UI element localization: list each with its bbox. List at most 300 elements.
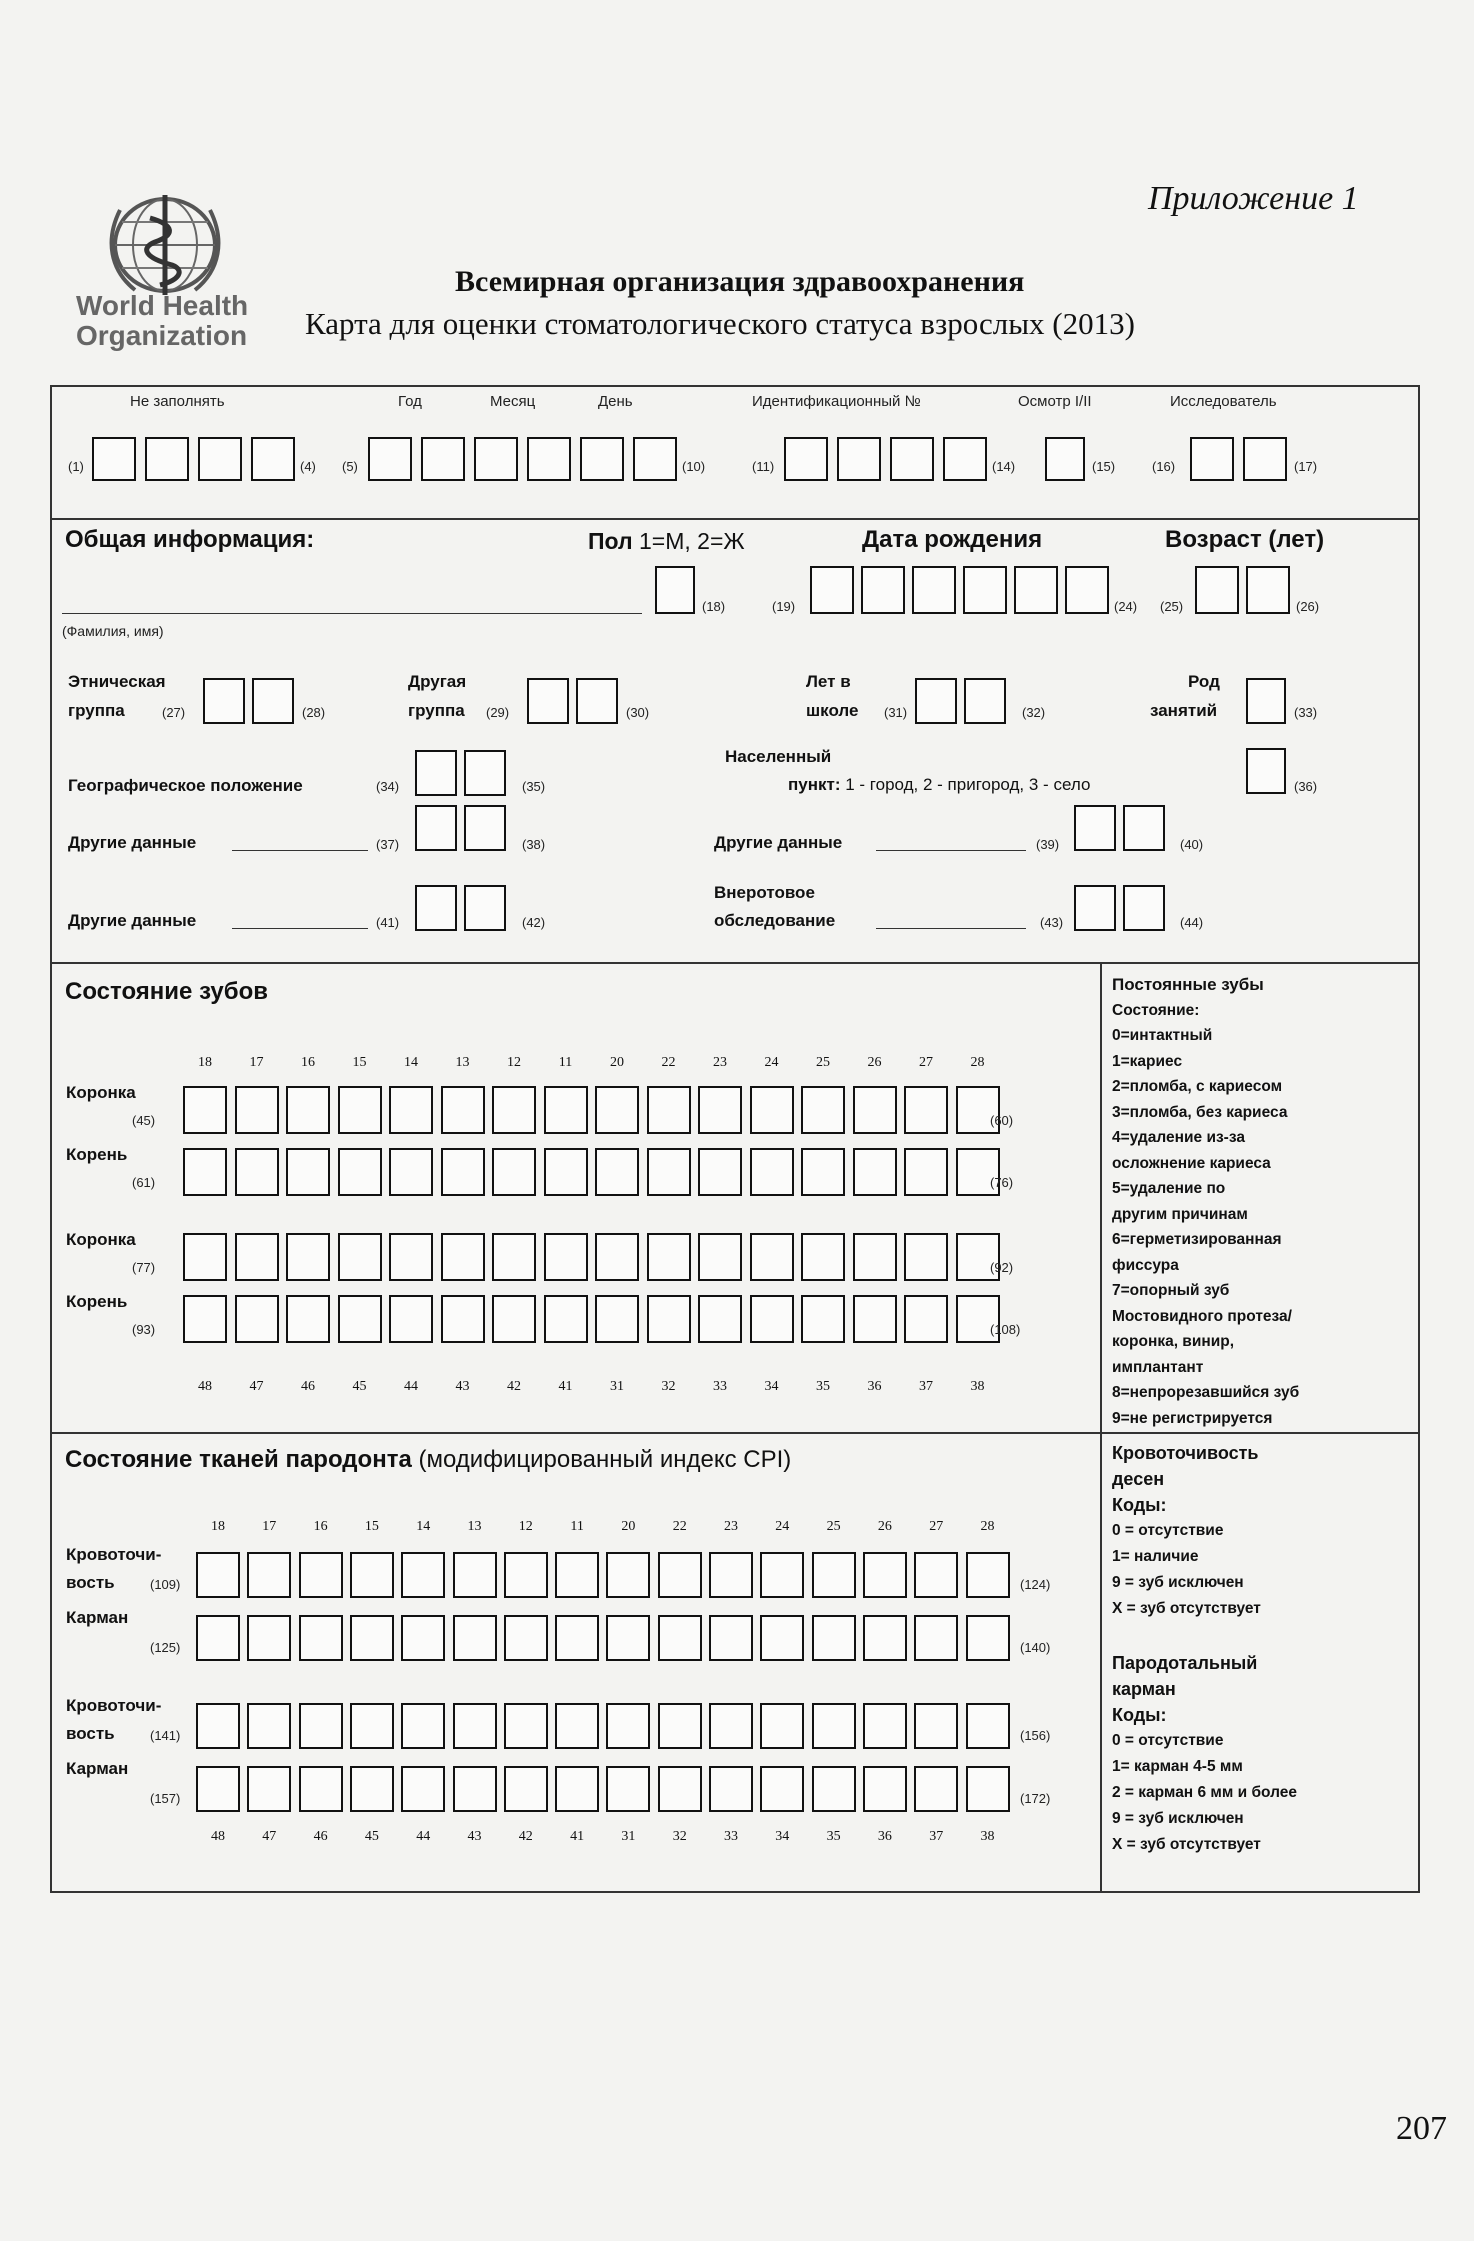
other-data-line-3 — [232, 928, 368, 929]
perio-status-box[interactable] — [606, 1703, 650, 1749]
tooth-status-box[interactable] — [801, 1148, 845, 1196]
tooth-status-box[interactable] — [492, 1295, 536, 1343]
perio-status-box[interactable] — [247, 1703, 291, 1749]
id-number-box[interactable] — [890, 437, 934, 481]
form-title: Всемирная организация здравоохранения — [455, 265, 1025, 298]
perio-row-code-right: (172) — [1020, 1791, 1051, 1806]
perio-tooth-number-upper: 11 — [570, 1519, 584, 1534]
perio-status-box[interactable] — [504, 1615, 548, 1661]
dob-box[interactable] — [810, 566, 854, 614]
tooth-number-lower: 45 — [352, 1379, 367, 1394]
tooth-status-box[interactable] — [286, 1086, 330, 1134]
examiner-box[interactable] — [1190, 437, 1234, 481]
perio-status-box[interactable] — [350, 1766, 394, 1812]
perio-status-box[interactable] — [555, 1703, 599, 1749]
perio-tooth-number-lower: 43 — [467, 1829, 482, 1844]
tooth-status-box[interactable] — [389, 1148, 433, 1196]
perio-tooth-number-lower: 34 — [775, 1829, 790, 1844]
tooth-status-box[interactable] — [801, 1233, 845, 1281]
perio-status-box[interactable] — [760, 1552, 804, 1598]
extra-exam-label-2: обследование — [714, 911, 836, 930]
perio-tooth-number-lower: 44 — [416, 1829, 431, 1844]
teeth-legend-line: другим причинам — [1112, 1205, 1248, 1223]
other-group-box[interactable] — [576, 678, 618, 724]
extra-exam-box[interactable] — [1123, 885, 1165, 931]
general-info-header: Общая информация: — [65, 526, 315, 553]
perio-row-code-right: (156) — [1020, 1728, 1051, 1743]
other-data-box[interactable] — [464, 805, 506, 851]
divider-teeth — [50, 1432, 1420, 1434]
sex-box[interactable] — [655, 566, 695, 614]
perio-tooth-number-upper: 17 — [262, 1519, 277, 1534]
who-emblem-icon — [100, 190, 230, 300]
tooth-status-box[interactable] — [235, 1148, 279, 1196]
perio-status-box[interactable] — [350, 1552, 394, 1598]
divider-top — [50, 518, 1420, 520]
appendix-title: Приложение 1 — [1148, 180, 1359, 217]
other-data-box[interactable] — [1123, 805, 1165, 851]
tooth-status-box[interactable] — [338, 1086, 382, 1134]
tooth-status-box[interactable] — [698, 1148, 742, 1196]
tooth-status-box[interactable] — [441, 1295, 485, 1343]
code-1: (1) — [68, 459, 84, 474]
tooth-number-upper: 23 — [713, 1055, 727, 1070]
perio-tooth-number-upper: 12 — [518, 1519, 533, 1534]
age-box[interactable] — [1246, 566, 1290, 614]
perio-status-box[interactable] — [606, 1615, 650, 1661]
tooth-status-box[interactable] — [595, 1295, 639, 1343]
teeth-legend-line: 4=удаление из-за — [1112, 1129, 1245, 1146]
tooth-status-box[interactable] — [338, 1148, 382, 1196]
perio-status-box[interactable] — [299, 1703, 343, 1749]
tooth-number-lower: 41 — [558, 1379, 573, 1394]
perio-tooth-number-upper: 22 — [672, 1519, 687, 1534]
tooth-status-box[interactable] — [441, 1086, 485, 1134]
tooth-status-box[interactable] — [235, 1295, 279, 1343]
other-data-line-2 — [876, 850, 1026, 851]
perio-status-box[interactable] — [812, 1766, 856, 1812]
tooth-number-lower: 32 — [661, 1379, 676, 1394]
tooth-number-lower: 43 — [455, 1379, 470, 1394]
tooth-status-box[interactable] — [544, 1233, 588, 1281]
tooth-number-upper: 12 — [507, 1055, 521, 1070]
perio-status-box[interactable] — [966, 1766, 1010, 1812]
tooth-number-lower: 42 — [507, 1379, 521, 1394]
tooth-status-box[interactable] — [904, 1295, 948, 1343]
teeth-row-code-left: (77) — [132, 1260, 156, 1275]
label-exam: Осмотр I/II — [1018, 393, 1092, 410]
perio-status-box[interactable] — [760, 1766, 804, 1812]
bleeding-legend-line: X = зуб отсутствует — [1112, 1600, 1261, 1617]
perio-status-box[interactable] — [350, 1703, 394, 1749]
perio-status-box[interactable] — [196, 1766, 240, 1812]
tooth-status-box[interactable] — [904, 1086, 948, 1134]
perio-status-box[interactable] — [709, 1703, 753, 1749]
year-box[interactable] — [368, 437, 412, 481]
perio-status-box[interactable] — [760, 1615, 804, 1661]
other-group-box[interactable] — [527, 678, 569, 724]
name-line — [62, 613, 642, 614]
tooth-number-lower: 47 — [249, 1379, 264, 1394]
perio-status-box[interactable] — [812, 1552, 856, 1598]
tooth-status-box[interactable] — [544, 1295, 588, 1343]
logo-text-line1: World Health — [76, 290, 249, 321]
perio-tooth-number-upper: 15 — [364, 1519, 379, 1534]
perio-status-box[interactable] — [453, 1615, 497, 1661]
perio-status-box[interactable] — [401, 1766, 445, 1812]
teeth-row-code-left: (93) — [132, 1322, 156, 1337]
tooth-status-box[interactable] — [338, 1295, 382, 1343]
geo-box[interactable] — [464, 750, 506, 796]
tooth-status-box[interactable] — [286, 1148, 330, 1196]
perio-status-box[interactable] — [658, 1766, 702, 1812]
tooth-status-box[interactable] — [853, 1148, 897, 1196]
code-30: (30) — [626, 705, 650, 720]
perio-status-box[interactable] — [453, 1766, 497, 1812]
perio-status-box[interactable] — [299, 1552, 343, 1598]
perio-row-code-left: (141) — [150, 1728, 181, 1743]
do-not-fill-box[interactable] — [92, 437, 136, 481]
perio-status-box[interactable] — [555, 1766, 599, 1812]
tooth-status-box[interactable] — [441, 1148, 485, 1196]
tooth-number-upper: 25 — [816, 1055, 830, 1070]
tooth-status-box[interactable] — [750, 1148, 794, 1196]
tooth-status-box[interactable] — [853, 1233, 897, 1281]
code-44: (44) — [1180, 915, 1204, 930]
perio-tooth-number-upper: 13 — [467, 1519, 482, 1534]
ethnic-box[interactable] — [203, 678, 245, 724]
form-subtitle: Карта для оценки стоматологического статуса взрослых (2013) — [305, 306, 1135, 341]
other-data-label-3: Другие данные — [68, 911, 197, 930]
bleeding-legend-line: Кровоточивость — [1112, 1443, 1259, 1463]
tooth-status-box[interactable] — [595, 1233, 639, 1281]
pocket-legend-line: 1= карман 4-5 мм — [1112, 1758, 1243, 1775]
tooth-status-box[interactable] — [750, 1086, 794, 1134]
perio-status-box[interactable] — [914, 1766, 958, 1812]
tooth-status-box[interactable] — [904, 1148, 948, 1196]
geo-label: Географическое положение — [68, 776, 303, 795]
perio-status-box[interactable] — [709, 1552, 753, 1598]
teeth-legend-line: имплантант — [1112, 1358, 1204, 1376]
perio-status-box[interactable] — [247, 1766, 291, 1812]
perio-status-box[interactable] — [401, 1552, 445, 1598]
label-day: День — [598, 393, 633, 410]
teeth-legend-line: 0=интактный — [1112, 1027, 1213, 1044]
tooth-status-box[interactable] — [801, 1295, 845, 1343]
tooth-status-box[interactable] — [750, 1233, 794, 1281]
code-33: (33) — [1294, 705, 1318, 720]
perio-status-box[interactable] — [453, 1703, 497, 1749]
perio-status-box[interactable] — [914, 1552, 958, 1598]
bleeding-legend-line: 1= наличие — [1112, 1548, 1199, 1565]
tooth-number-lower: 46 — [301, 1379, 315, 1394]
perio-status-box[interactable] — [812, 1615, 856, 1661]
perio-status-box[interactable] — [863, 1615, 907, 1661]
tooth-status-box[interactable] — [698, 1233, 742, 1281]
tooth-status-box[interactable] — [492, 1148, 536, 1196]
pocket-legend — [1112, 1650, 1297, 1858]
occupation-box[interactable] — [1246, 678, 1286, 724]
perio-status-box[interactable] — [401, 1703, 445, 1749]
tooth-status-box[interactable] — [286, 1233, 330, 1281]
pocket-legend-line: Пародотальный — [1112, 1653, 1258, 1673]
settlement-box[interactable] — [1246, 748, 1286, 794]
school-box[interactable] — [964, 678, 1006, 724]
tooth-status-box[interactable] — [235, 1233, 279, 1281]
tooth-status-box[interactable] — [441, 1233, 485, 1281]
perio-status-box[interactable] — [350, 1615, 394, 1661]
teeth-legend-line: фиссура — [1112, 1256, 1179, 1274]
perio-tooth-number-upper: 28 — [980, 1519, 995, 1534]
pocket-legend-line: 9 = зуб исключен — [1112, 1810, 1244, 1827]
code-31: (31) — [884, 705, 908, 720]
id-number-box[interactable] — [943, 437, 987, 481]
perio-status-box[interactable] — [196, 1615, 240, 1661]
perio-row-code-left: (157) — [150, 1791, 181, 1806]
teeth-row-label: Корень — [66, 1292, 128, 1311]
tooth-status-box[interactable] — [647, 1295, 691, 1343]
year-box[interactable] — [421, 437, 465, 481]
perio-status-box[interactable] — [247, 1615, 291, 1661]
perio-tooth-number-lower: 36 — [877, 1829, 892, 1844]
tooth-status-box[interactable] — [183, 1086, 227, 1134]
perio-tooth-number-lower: 32 — [672, 1829, 687, 1844]
tooth-number-upper: 15 — [352, 1055, 367, 1070]
code-25: (25) — [1160, 599, 1184, 614]
tooth-status-box[interactable] — [492, 1233, 536, 1281]
perio-tooth-number-upper: 16 — [313, 1519, 328, 1534]
perio-row-code-right: (124) — [1020, 1577, 1051, 1592]
perio-status-box[interactable] — [504, 1766, 548, 1812]
extra-exam-box[interactable] — [1074, 885, 1116, 931]
geo-box[interactable] — [415, 750, 457, 796]
teeth-legend-line: Мостовидного протеза/ — [1112, 1307, 1292, 1325]
day-box[interactable] — [633, 437, 677, 481]
perio-status-box[interactable] — [658, 1552, 702, 1598]
tooth-status-box[interactable] — [389, 1233, 433, 1281]
perio-status-box[interactable] — [504, 1552, 548, 1598]
perio-status-box[interactable] — [555, 1615, 599, 1661]
perio-row-code-left: (109) — [150, 1577, 181, 1592]
perio-status-box[interactable] — [504, 1703, 548, 1749]
perio-status-box[interactable] — [966, 1703, 1010, 1749]
teeth-header: Состояние зубов — [65, 978, 268, 1005]
dob-box[interactable] — [1065, 566, 1109, 614]
other-data-label-1: Другие данные — [68, 833, 197, 852]
ethnic-label-2: группа — [68, 701, 125, 720]
perio-tooth-number-lower: 41 — [570, 1829, 585, 1844]
code-24: (24) — [1114, 599, 1138, 614]
tooth-status-box[interactable] — [595, 1086, 639, 1134]
other-data-box[interactable] — [415, 805, 457, 851]
id-number-box[interactable] — [784, 437, 828, 481]
perio-status-box[interactable] — [299, 1766, 343, 1812]
code-28: (28) — [302, 705, 326, 720]
perio-status-box[interactable] — [196, 1703, 240, 1749]
perio-status-box[interactable] — [401, 1615, 445, 1661]
code-5: (5) — [342, 459, 358, 474]
perio-status-box[interactable] — [555, 1552, 599, 1598]
code-38: (38) — [522, 837, 546, 852]
tooth-number-upper: 20 — [610, 1055, 624, 1070]
page-number: 207 — [1396, 2110, 1447, 2147]
perio-tooth-number-lower: 33 — [724, 1829, 738, 1844]
code-29: (29) — [486, 705, 510, 720]
code-39: (39) — [1036, 837, 1060, 852]
age-box[interactable] — [1195, 566, 1239, 614]
tooth-status-box[interactable] — [183, 1295, 227, 1343]
tooth-status-box[interactable] — [647, 1233, 691, 1281]
examiner-box[interactable] — [1243, 437, 1287, 481]
teeth-legend-line: Состояние: — [1112, 1001, 1200, 1019]
exam-box[interactable] — [1045, 437, 1085, 481]
id-number-box[interactable] — [837, 437, 881, 481]
tooth-number-upper: 26 — [867, 1055, 882, 1070]
dob-box[interactable] — [963, 566, 1007, 614]
tooth-status-box[interactable] — [595, 1148, 639, 1196]
tooth-status-box[interactable] — [853, 1295, 897, 1343]
month-box[interactable] — [527, 437, 571, 481]
perio-status-box[interactable] — [606, 1766, 650, 1812]
tooth-status-box[interactable] — [853, 1086, 897, 1134]
tooth-status-box[interactable] — [183, 1148, 227, 1196]
perio-row-code-left: (125) — [150, 1640, 181, 1655]
perio-status-box[interactable] — [966, 1615, 1010, 1661]
perio-status-box[interactable] — [658, 1615, 702, 1661]
teeth-legend-line: 3=пломба, без кариеса — [1112, 1103, 1288, 1121]
perio-status-box[interactable] — [914, 1615, 958, 1661]
tooth-status-box[interactable] — [389, 1086, 433, 1134]
code-43: (43) — [1040, 915, 1064, 930]
teeth-row-code-left: (61) — [132, 1175, 156, 1190]
other-data-box[interactable] — [1074, 805, 1116, 851]
perio-status-box[interactable] — [709, 1615, 753, 1661]
perio-tooth-number-upper: 26 — [877, 1519, 892, 1534]
teeth-legend-line: 9=не регистрируется — [1112, 1409, 1273, 1427]
tooth-status-box[interactable] — [544, 1148, 588, 1196]
tooth-status-box[interactable] — [235, 1086, 279, 1134]
teeth-row-code-right: (92) — [990, 1260, 1014, 1275]
perio-tooth-number-lower: 47 — [262, 1829, 277, 1844]
teeth-legend-line: осложнение кариеса — [1112, 1154, 1271, 1172]
pocket-legend-line: Коды: — [1112, 1705, 1167, 1725]
tooth-number-upper: 28 — [970, 1055, 985, 1070]
other-data-label-2: Другие данные — [714, 833, 843, 852]
dob-box[interactable] — [1014, 566, 1058, 614]
code-10: (10) — [682, 459, 706, 474]
perio-status-box[interactable] — [863, 1766, 907, 1812]
tooth-status-box[interactable] — [544, 1086, 588, 1134]
bleeding-row-label: вость — [66, 1573, 115, 1592]
perio-status-box[interactable] — [299, 1615, 343, 1661]
do-not-fill-box[interactable] — [145, 437, 189, 481]
perio-status-box[interactable] — [966, 1552, 1010, 1598]
teeth-legend-line: коронка, винир, — [1112, 1333, 1235, 1350]
code-34: (34) — [376, 779, 400, 794]
perio-tooth-number-upper: 25 — [826, 1519, 841, 1534]
perio-status-box[interactable] — [196, 1552, 240, 1598]
code-11: (11) — [752, 459, 775, 474]
teeth-legend-line: 8=непрорезавшийся зуб — [1112, 1384, 1300, 1401]
code-37: (37) — [376, 837, 400, 852]
school-box[interactable] — [915, 678, 957, 724]
label-month: Месяц — [490, 393, 536, 410]
extra-exam-line — [876, 928, 1026, 929]
label-year: Год — [398, 393, 422, 410]
tooth-number-upper: 27 — [919, 1055, 933, 1070]
other-data-box[interactable] — [415, 885, 457, 931]
tooth-number-lower: 35 — [816, 1379, 830, 1394]
tooth-number-lower: 38 — [970, 1379, 985, 1394]
perio-status-box[interactable] — [658, 1703, 702, 1749]
perio-status-box[interactable] — [812, 1703, 856, 1749]
teeth-legend-line: 5=удаление по — [1112, 1180, 1226, 1197]
dob-box[interactable] — [912, 566, 956, 614]
do-not-fill-box[interactable] — [198, 437, 242, 481]
tooth-status-box[interactable] — [338, 1233, 382, 1281]
perio-status-box[interactable] — [863, 1703, 907, 1749]
bleeding-legend — [1112, 1440, 1261, 1622]
occupation-label-2: занятий — [1150, 701, 1218, 720]
perio-status-box[interactable] — [709, 1766, 753, 1812]
dob-label: Дата рождения — [862, 526, 1043, 553]
tooth-status-box[interactable] — [492, 1086, 536, 1134]
teeth-legend-line: 1=кариес — [1112, 1052, 1183, 1070]
month-box[interactable] — [474, 437, 518, 481]
tooth-status-box[interactable] — [750, 1295, 794, 1343]
tooth-status-box[interactable] — [647, 1148, 691, 1196]
bleeding-row-label: Кровоточи- — [66, 1545, 162, 1564]
teeth-legend-line: Постоянные зубы — [1112, 975, 1264, 994]
ethnic-label-1: Этническая — [68, 672, 166, 691]
tooth-number-upper: 24 — [764, 1055, 779, 1070]
tooth-status-box[interactable] — [286, 1295, 330, 1343]
tooth-status-box[interactable] — [647, 1086, 691, 1134]
perio-status-box[interactable] — [453, 1552, 497, 1598]
sex-label: Пол — [588, 528, 633, 554]
tooth-status-box[interactable] — [389, 1295, 433, 1343]
tooth-number-upper: 16 — [301, 1055, 315, 1070]
pocket-legend-line: карман — [1112, 1679, 1176, 1699]
settlement-codes: 1 - город, 2 - пригород, 3 - село — [845, 775, 1091, 794]
perio-status-box[interactable] — [914, 1703, 958, 1749]
perio-status-box[interactable] — [863, 1552, 907, 1598]
perio-status-box[interactable] — [760, 1703, 804, 1749]
tooth-status-box[interactable] — [183, 1233, 227, 1281]
code-26: (26) — [1296, 599, 1320, 614]
label-id-number: Идентификационный № — [752, 393, 921, 410]
ethnic-box[interactable] — [252, 678, 294, 724]
other-data-line-1 — [232, 850, 368, 851]
tooth-status-box[interactable] — [801, 1086, 845, 1134]
teeth-legend-line: 6=герметизированная — [1112, 1231, 1282, 1248]
settlement-row — [788, 775, 1090, 795]
perio-status-box[interactable] — [247, 1552, 291, 1598]
perio-tooth-number-lower: 48 — [211, 1829, 225, 1844]
tooth-status-box[interactable] — [698, 1086, 742, 1134]
do-not-fill-box[interactable] — [251, 437, 295, 481]
tooth-number-upper: 22 — [661, 1055, 676, 1070]
day-box[interactable] — [580, 437, 624, 481]
other-data-box[interactable] — [464, 885, 506, 931]
tooth-status-box[interactable] — [904, 1233, 948, 1281]
code-15: (15) — [1092, 459, 1116, 474]
tooth-number-lower: 36 — [867, 1379, 882, 1394]
tooth-status-box[interactable] — [698, 1295, 742, 1343]
dob-box[interactable] — [861, 566, 905, 614]
perio-tooth-number-upper: 27 — [929, 1519, 944, 1534]
perio-status-box[interactable] — [606, 1552, 650, 1598]
